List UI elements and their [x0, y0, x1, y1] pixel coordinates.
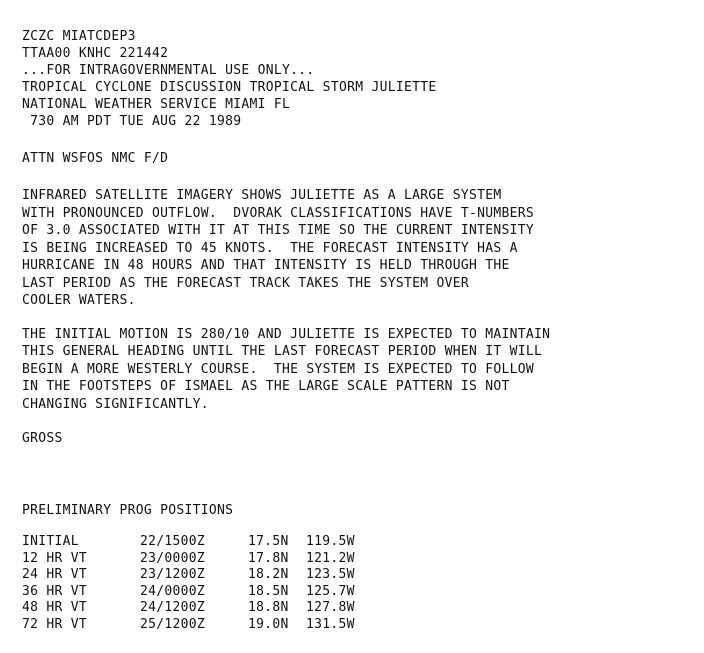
paragraph-line: INFRARED SATELLITE IMAGERY SHOWS JULIETTE AS A LARGE SYSTEM: [22, 188, 502, 203]
paragraph-motion: [22, 326, 692, 414]
paragraph-line: IN THE FOOTSTEPS OF ISMAEL AS THE LARGE SCALE PATTERN IS NOT: [22, 379, 510, 394]
header-line: 730 AM PDT TUE AUG 22 1989: [22, 114, 242, 129]
forecaster-signature: GROSS: [22, 431, 63, 446]
header-line: ...FOR INTRAGOVERNMENTAL USE ONLY...: [22, 63, 315, 78]
forecast-period: 48 HR VT: [22, 600, 88, 615]
longitude: 123.5W: [306, 567, 355, 582]
longitude: 121.2W: [306, 550, 355, 566]
paragraph-line: LAST PERIOD AS THE FORECAST TRACK TAKES THE SYSTEM OVER: [22, 275, 469, 291]
prog-positions-title: PRELIMINARY PROG POSITIONS: [22, 503, 234, 518]
forecast-period: INITIAL: [22, 534, 79, 549]
paragraph-line: THE INITIAL MOTION IS 280/10 AND JULIETTE IS EXPECTED TO MAINTAIN: [22, 326, 551, 342]
paragraph-line: CHANGING SIGNIFICANTLY.: [22, 396, 209, 412]
forecast-period: 72 HR VT: [22, 616, 88, 632]
table-row: [22, 551, 692, 568]
table-row: [22, 534, 692, 551]
header-line: ZCZC MIATCDEP3: [22, 29, 136, 44]
paragraph-line: WITH PRONOUNCED OUTFLOW. DVORAK CLASSIFICATIONS HAVE T-NUMBERS: [22, 205, 534, 221]
header-line: TROPICAL CYCLONE DISCUSSION TROPICAL STORM JULIETTE: [22, 80, 437, 95]
longitude: 125.7W: [306, 583, 355, 599]
valid-time: 23/1200Z: [140, 567, 206, 582]
attn-line: ATTN WSFOS NMC F/D: [22, 151, 169, 166]
table-row: [22, 584, 692, 601]
longitude: 131.5W: [306, 616, 355, 632]
longitude: 127.8W: [306, 600, 355, 615]
forecast-period: 24 HR VT: [22, 567, 88, 582]
table-row: [22, 617, 692, 634]
valid-time: 22/1500Z: [140, 534, 206, 549]
paragraph-line: OF 3.0 ASSOCIATED WITH IT AT THIS TIME SO THE CURRENT INTENSITY: [22, 223, 534, 238]
latitude: 17.8N: [248, 550, 289, 566]
latitude: 18.8N: [248, 600, 289, 615]
discussion-document: [22, 28, 692, 633]
paragraph-line: COOLER WATERS.: [22, 293, 136, 308]
table-row: [22, 567, 692, 584]
paragraph-line: BEGIN A MORE WESTERLY COURSE. THE SYSTEM IS EXPECTED TO FOLLOW: [22, 361, 534, 377]
table-row: [22, 600, 692, 617]
paragraph-line: THIS GENERAL HEADING UNTIL THE LAST FORECAST PERIOD WHEN IT WILL: [22, 344, 543, 359]
latitude: 17.5N: [248, 534, 289, 549]
longitude: 119.5W: [306, 534, 355, 549]
paragraph-line: HURRICANE IN 48 HOURS AND THAT INTENSITY IS HELD THROUGH THE: [22, 258, 510, 273]
header-line: TTAA00 KNHC 221442: [22, 46, 169, 61]
latitude: 18.2N: [248, 567, 289, 582]
prog-positions-table: [22, 534, 692, 633]
valid-time: 25/1200Z: [140, 616, 206, 632]
latitude: 19.0N: [248, 616, 289, 632]
paragraph-intensity: [22, 187, 692, 310]
valid-time: 24/1200Z: [140, 600, 206, 615]
latitude: 18.5N: [248, 583, 289, 599]
forecast-period: 36 HR VT: [22, 583, 88, 599]
valid-time: 23/0000Z: [140, 550, 206, 566]
forecast-period: 12 HR VT: [22, 550, 88, 566]
valid-time: 24/0000Z: [140, 583, 206, 599]
header-block: [22, 28, 692, 130]
paragraph-line: IS BEING INCREASED TO 45 KNOTS. THE FORECAST INTENSITY HAS A: [22, 240, 518, 256]
header-line: NATIONAL WEATHER SERVICE MIAMI FL: [22, 97, 291, 112]
